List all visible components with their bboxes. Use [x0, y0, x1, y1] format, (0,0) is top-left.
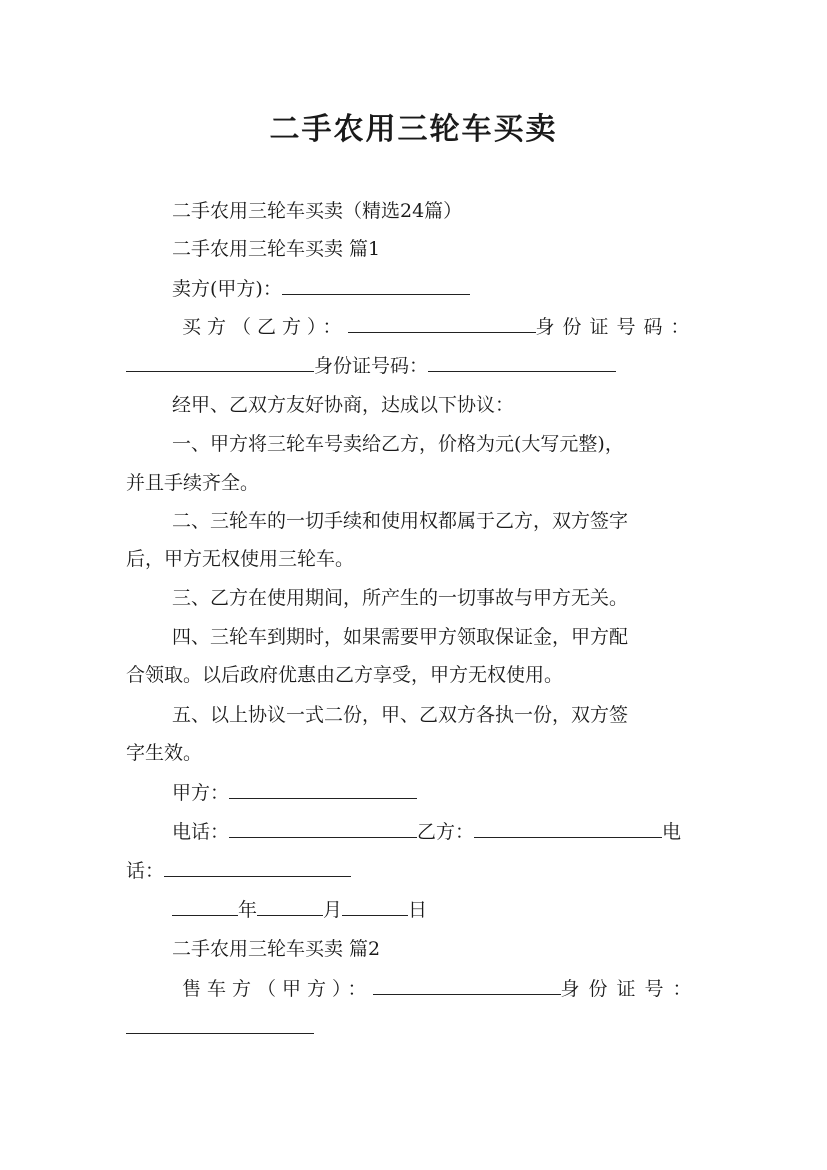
seller-blank [282, 276, 470, 295]
party-a-label: 甲方： [172, 782, 230, 804]
day-label: 日 [408, 899, 428, 921]
party-b-blank [474, 819, 662, 838]
month-label: 月 [323, 899, 343, 921]
section-heading-2: 二手农用三轮车买卖 篇2 [172, 938, 381, 960]
seller-label: 卖方(甲方)： [172, 278, 282, 300]
month-blank [257, 897, 323, 916]
buyer-id-label: 身份证号码： [535, 316, 698, 338]
page-title: 二手农用三轮车买卖 [269, 112, 558, 147]
year-label: 年 [238, 899, 258, 921]
clause-4b: 合领取。以后政府优惠由乙方享受，甲方无权使用。 [126, 664, 564, 686]
seller-line [172, 276, 470, 301]
phone-blank [229, 819, 417, 838]
party-a-blank [229, 780, 417, 799]
phone-line [172, 819, 681, 844]
seller2-line [182, 976, 701, 1001]
clause-1b: 并且手续齐全。 [126, 472, 260, 494]
id-label-2: 身份证号码： [314, 355, 429, 377]
phone2-label-end: 话： [126, 860, 165, 882]
day-blank [342, 897, 408, 916]
buyer-id-blank [126, 353, 314, 372]
id-label-3: 身份证号： [560, 978, 701, 1000]
clause-2b: 后，甲方无权使用三轮车。 [126, 548, 355, 570]
buyer-line [182, 314, 698, 339]
year-blank [172, 897, 238, 916]
date-line [172, 897, 427, 922]
phone2-blank [164, 858, 351, 877]
clause-5b: 字生效。 [126, 742, 203, 764]
party-b-label: 乙方： [417, 821, 475, 843]
buyer-label: 买方（乙方）： [182, 316, 348, 338]
section-heading-1: 二手农用三轮车买卖 篇1 [172, 238, 381, 260]
seller2-blank [373, 976, 561, 995]
clause-2a: 二、三轮车的一切手续和使用权都属于乙方，双方签字 [172, 510, 629, 532]
id-line [126, 353, 616, 378]
subtitle: 二手农用三轮车买卖（精选24篇） [172, 200, 463, 222]
clause-3: 三、乙方在使用期间，所产生的一切事故与甲方无关。 [172, 587, 629, 609]
seller2-id-line [126, 1015, 314, 1040]
party-a-line [172, 780, 417, 805]
phone2-line [126, 858, 351, 883]
seller2-id-blank [126, 1015, 314, 1034]
clause-4a: 四、三轮车到期时，如果需要甲方领取保证金，甲方配 [172, 626, 629, 648]
id-blank-2 [428, 353, 616, 372]
clause-1a: 一、甲方将三轮车号卖给乙方，价格为元(大写元整)， [172, 433, 624, 455]
seller2-label: 售车方（甲方）： [182, 978, 373, 1000]
phone2-label-start: 电 [662, 821, 682, 843]
clause-5a: 五、以上协议一式二份，甲、乙双方各执一份，双方签 [172, 704, 629, 726]
phone-label: 电话： [172, 821, 230, 843]
buyer-blank [348, 314, 536, 333]
intro-text: 经甲、乙双方友好协商，达成以下协议： [172, 394, 515, 416]
